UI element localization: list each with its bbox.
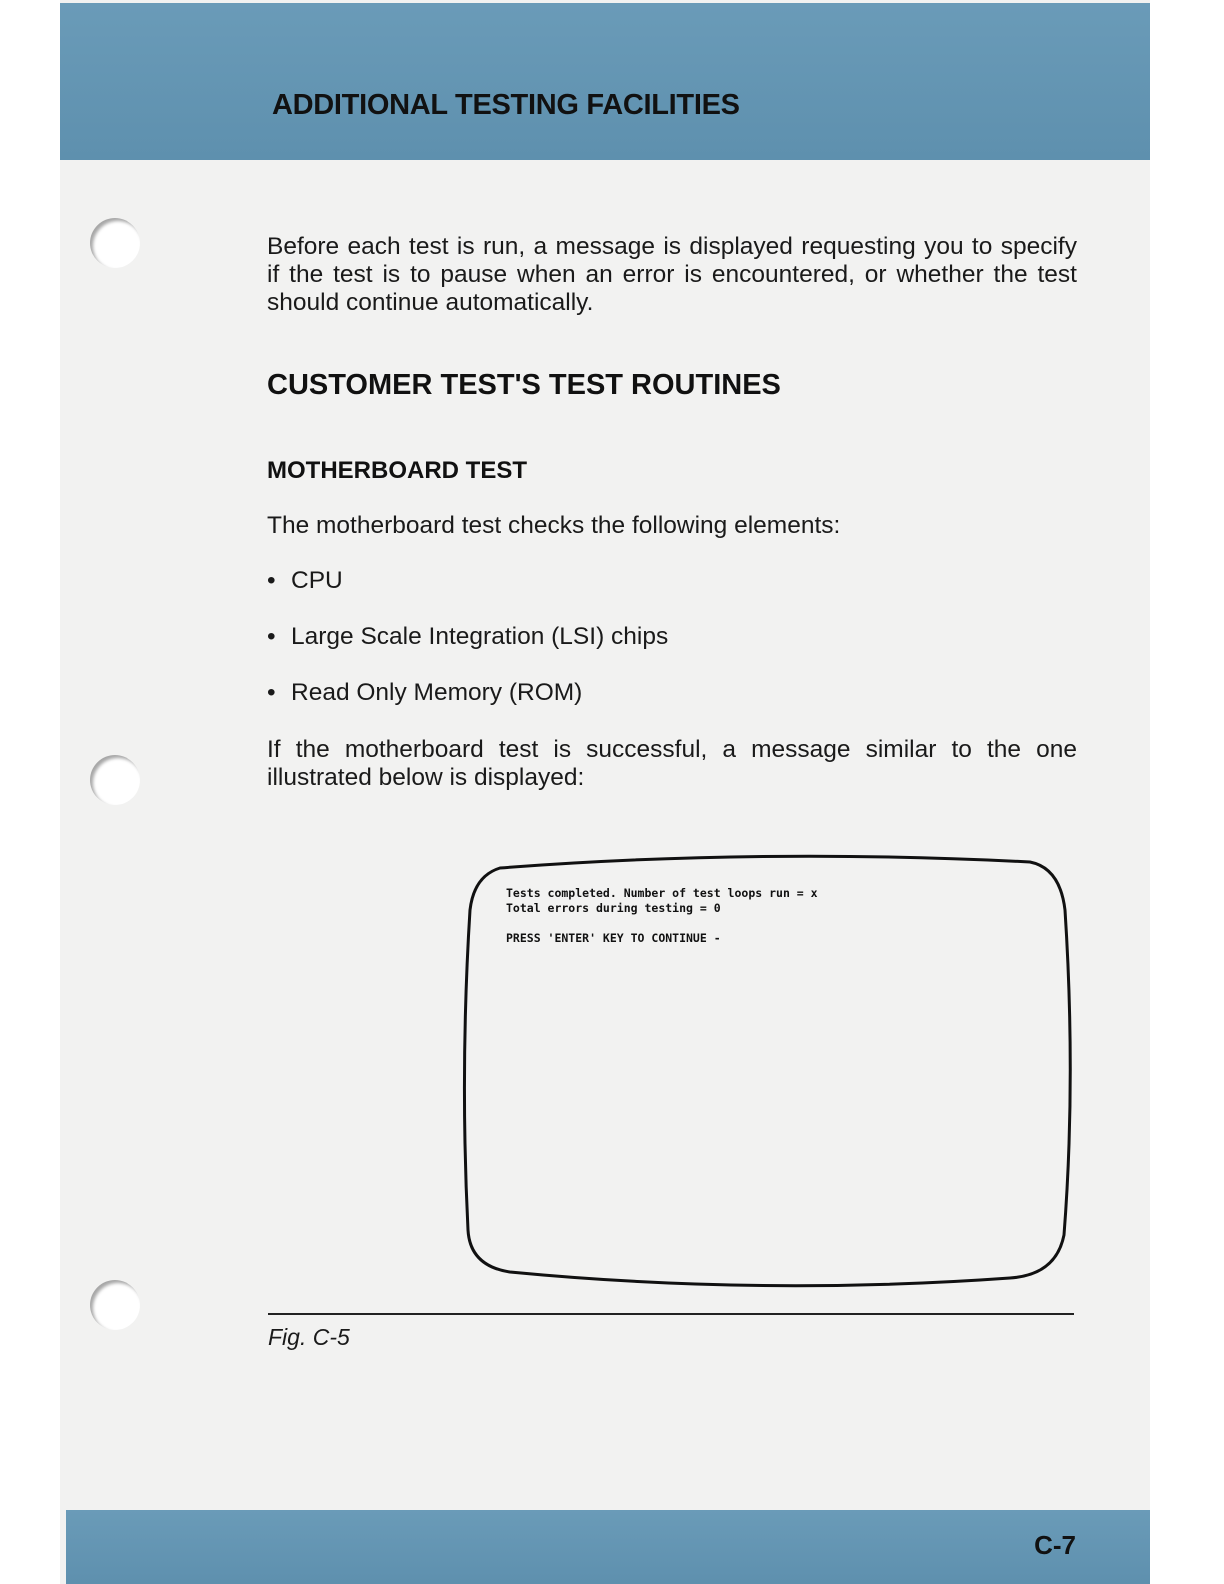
monitor-screen-illustration [460,850,1072,1290]
bullet-icon: • [267,623,276,650]
list-item [267,623,668,651]
screen-line-total-errors: Total errors during testing = 0 [506,901,721,915]
list-item-text: CPU [291,567,343,594]
bullet-icon: • [267,679,276,706]
list-item-text: Large Scale Integration (LSI) chips [291,623,669,650]
subsection-heading: MOTHERBOARD TEST [267,457,527,484]
lead-paragraph: The motherboard test checks the following elements: [267,512,841,539]
section-heading: CUSTOMER TEST'S TEST ROUTINES [267,369,781,401]
header-band [60,3,1150,160]
closing-paragraph: If the motherboard test is successful, a message similar to the one illustrated below is displayed: [267,736,1077,791]
intro-paragraph: Before each test is run, a message is displayed requesting you to specify if the test is to pause when an error is encountered, or whether the test should continue automatically. [267,233,1077,316]
footer-band [66,1510,1150,1584]
page-number: C-7 [1034,1530,1076,1560]
list-item [267,567,343,595]
figure-divider [268,1313,1074,1315]
binder-hole-bottom [90,1280,140,1330]
screen-message [506,886,818,946]
screen-line-press-enter: PRESS 'ENTER' KEY TO CONTINUE - [506,931,721,945]
page-header-title: ADDITIONAL TESTING FACILITIES [272,89,740,121]
binder-hole-top [90,218,140,268]
list-item [267,679,582,707]
list-item-text: Read Only Memory (ROM) [291,679,583,706]
bullet-icon: • [267,567,276,594]
screen-line-tests-completed: Tests completed. Number of test loops run = x [506,886,818,900]
figure-caption: Fig. C-5 [268,1324,350,1350]
binder-hole-middle [90,755,140,805]
manual-page [60,0,1150,1584]
